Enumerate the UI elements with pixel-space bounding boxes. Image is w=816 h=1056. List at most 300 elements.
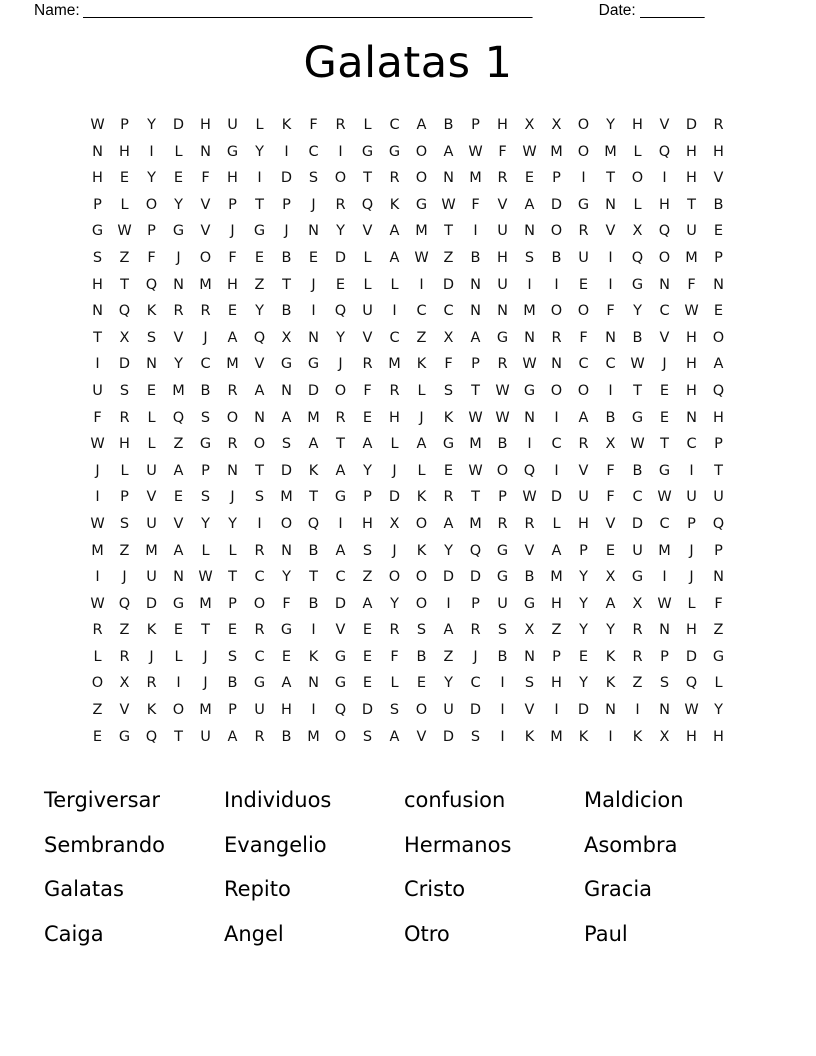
grid-letter[interactable]: S	[524, 249, 535, 266]
grid-letter[interactable]: R	[146, 675, 157, 692]
grid-letter[interactable]: I	[635, 702, 640, 719]
grid-letter[interactable]: G	[253, 675, 266, 692]
grid-letter[interactable]: O	[496, 462, 509, 479]
grid-letter[interactable]: F	[606, 462, 615, 479]
grid-letter[interactable]: B	[470, 249, 481, 266]
grid-letter[interactable]: L	[390, 436, 399, 453]
grid-letter[interactable]: H	[713, 409, 724, 426]
grid-letter[interactable]: G	[280, 622, 293, 639]
grid-letter[interactable]: X	[524, 117, 535, 133]
grid-letter[interactable]: F	[498, 143, 507, 160]
grid-letter[interactable]: T	[309, 489, 318, 506]
grid-letter[interactable]: Q	[631, 249, 644, 266]
grid-letter[interactable]: Z	[119, 622, 130, 639]
grid-letter[interactable]: N	[524, 409, 535, 426]
grid-letter[interactable]: I	[527, 436, 532, 453]
grid-letter[interactable]: J	[392, 462, 397, 479]
grid-letter[interactable]: V	[200, 223, 211, 240]
grid-letter[interactable]: H	[578, 515, 589, 532]
grid-letter[interactable]: U	[227, 117, 238, 133]
grid-letter[interactable]: B	[281, 728, 292, 745]
grid-letter[interactable]: G	[253, 223, 266, 240]
grid-letter[interactable]: M	[469, 515, 482, 532]
grid-letter[interactable]: S	[119, 382, 130, 399]
grid-letter[interactable]: V	[173, 329, 184, 346]
grid-letter[interactable]: J	[203, 648, 208, 665]
grid-letter[interactable]: I	[554, 276, 559, 293]
grid-letter[interactable]: H	[713, 728, 724, 745]
grid-letter[interactable]: T	[471, 382, 480, 399]
grid-letter[interactable]: P	[120, 489, 129, 506]
grid-letter[interactable]: D	[172, 117, 185, 133]
grid-letter[interactable]: B	[281, 249, 292, 266]
grid-letter[interactable]: N	[443, 170, 454, 187]
grid-letter[interactable]: I	[176, 675, 181, 692]
grid-letter[interactable]: G	[631, 569, 644, 586]
grid-letter[interactable]: W	[630, 436, 645, 453]
grid-letter[interactable]: W	[684, 702, 699, 719]
grid-letter[interactable]: N	[713, 276, 724, 293]
grid-letter[interactable]: T	[309, 569, 318, 586]
grid-letter[interactable]: W	[90, 515, 105, 532]
grid-letter[interactable]: R	[119, 648, 130, 665]
grid-letter[interactable]: H	[686, 356, 697, 373]
grid-letter[interactable]: W	[522, 356, 537, 373]
grid-letter[interactable]: R	[92, 622, 103, 639]
grid-letter[interactable]: R	[470, 622, 481, 639]
grid-letter[interactable]: W	[468, 409, 483, 426]
grid-letter[interactable]: D	[469, 702, 482, 719]
grid-letter[interactable]: O	[658, 249, 671, 266]
grid-letter[interactable]: E	[362, 648, 373, 665]
grid-letter[interactable]: M	[226, 356, 239, 373]
grid-letter[interactable]: B	[308, 595, 319, 612]
grid-letter[interactable]: U	[578, 249, 589, 266]
grid-letter[interactable]: L	[390, 675, 399, 692]
grid-letter[interactable]: L	[633, 196, 642, 213]
grid-letter[interactable]: O	[415, 595, 428, 612]
grid-letter[interactable]: D	[145, 595, 158, 612]
grid-letter[interactable]: D	[442, 276, 455, 293]
grid-letter[interactable]: K	[308, 462, 319, 479]
grid-letter[interactable]: I	[95, 569, 100, 586]
grid-letter[interactable]: A	[524, 196, 535, 213]
grid-letter[interactable]: A	[389, 249, 400, 266]
grid-letter[interactable]: A	[281, 675, 292, 692]
grid-letter[interactable]: Z	[632, 675, 643, 692]
grid-letter[interactable]: E	[578, 276, 589, 293]
grid-letter[interactable]: A	[308, 436, 319, 453]
grid-letter[interactable]: R	[173, 303, 184, 320]
grid-letter[interactable]: G	[496, 542, 509, 559]
grid-letter[interactable]: E	[443, 462, 454, 479]
grid-letter[interactable]: F	[282, 595, 291, 612]
grid-letter[interactable]: O	[415, 143, 428, 160]
grid-letter[interactable]: O	[550, 382, 563, 399]
grid-letter[interactable]: R	[362, 356, 373, 373]
grid-letter[interactable]: G	[91, 223, 104, 240]
grid-letter[interactable]: M	[280, 489, 293, 506]
grid-letter[interactable]: M	[199, 276, 212, 293]
grid-letter[interactable]: V	[713, 170, 724, 187]
grid-letter[interactable]: U	[92, 382, 103, 399]
grid-letter[interactable]: S	[470, 728, 481, 745]
grid-letter[interactable]: C	[578, 356, 589, 373]
grid-letter[interactable]: D	[685, 117, 698, 133]
grid-letter[interactable]: T	[336, 436, 345, 453]
grid-letter[interactable]: W	[90, 595, 105, 612]
grid-letter[interactable]: B	[308, 542, 319, 559]
grid-letter[interactable]: D	[334, 249, 347, 266]
grid-letter[interactable]: T	[660, 436, 669, 453]
word-list-item[interactable]: Otro	[404, 921, 450, 946]
grid-letter[interactable]: A	[416, 436, 427, 453]
grid-letter[interactable]: B	[497, 436, 508, 453]
grid-letter[interactable]: O	[253, 436, 266, 453]
grid-letter[interactable]: M	[307, 728, 320, 745]
grid-letter[interactable]: O	[415, 515, 428, 532]
grid-letter[interactable]: W	[630, 356, 645, 373]
grid-letter[interactable]: J	[122, 569, 127, 586]
grid-letter[interactable]: R	[335, 117, 346, 133]
grid-letter[interactable]: K	[605, 675, 616, 692]
grid-letter[interactable]: P	[147, 223, 156, 240]
grid-letter[interactable]: A	[362, 436, 373, 453]
grid-letter[interactable]: R	[578, 223, 589, 240]
grid-letter[interactable]: J	[284, 223, 289, 240]
grid-letter[interactable]: Y	[444, 542, 453, 559]
grid-letter[interactable]: U	[146, 462, 157, 479]
grid-letter[interactable]: R	[254, 542, 265, 559]
grid-letter[interactable]: I	[554, 409, 559, 426]
grid-letter[interactable]: P	[471, 356, 480, 373]
grid-letter[interactable]: W	[117, 223, 132, 240]
grid-letter[interactable]: S	[254, 489, 265, 506]
grid-letter[interactable]: K	[281, 117, 292, 133]
grid-letter[interactable]: L	[174, 648, 183, 665]
grid-letter[interactable]: S	[200, 409, 211, 426]
grid-letter[interactable]: D	[631, 515, 644, 532]
grid-letter[interactable]: S	[443, 382, 454, 399]
grid-letter[interactable]: G	[523, 595, 536, 612]
grid-letter[interactable]: J	[230, 223, 235, 240]
date-write-line[interactable]: ________	[639, 2, 704, 19]
grid-letter[interactable]: E	[92, 728, 103, 745]
grid-letter[interactable]: U	[578, 489, 589, 506]
grid-letter[interactable]: P	[471, 595, 480, 612]
grid-letter[interactable]: V	[119, 702, 130, 719]
grid-letter[interactable]: U	[362, 303, 373, 320]
grid-letter[interactable]: N	[686, 409, 697, 426]
grid-letter[interactable]: H	[497, 117, 508, 133]
grid-letter[interactable]: Z	[551, 622, 562, 639]
grid-letter[interactable]: G	[442, 436, 455, 453]
grid-letter[interactable]: I	[95, 489, 100, 506]
grid-letter[interactable]: F	[606, 303, 615, 320]
grid-letter[interactable]: R	[497, 170, 508, 187]
grid-letter[interactable]: E	[524, 170, 535, 187]
grid-letter[interactable]: S	[281, 436, 292, 453]
grid-letter[interactable]: O	[577, 117, 590, 133]
grid-letter[interactable]: X	[659, 728, 670, 745]
grid-letter[interactable]: P	[552, 648, 561, 665]
grid-letter[interactable]: C	[551, 436, 562, 453]
grid-letter[interactable]: V	[578, 462, 589, 479]
grid-letter[interactable]: L	[255, 117, 264, 133]
grid-letter[interactable]: D	[280, 462, 293, 479]
grid-letter[interactable]: A	[389, 223, 400, 240]
grid-letter[interactable]: K	[308, 648, 319, 665]
grid-letter[interactable]: Z	[173, 436, 184, 453]
grid-letter[interactable]: F	[201, 170, 210, 187]
grid-letter[interactable]: D	[442, 728, 455, 745]
grid-letter[interactable]: Z	[254, 276, 265, 293]
grid-letter[interactable]: M	[685, 249, 698, 266]
grid-letter[interactable]: H	[713, 143, 724, 160]
grid-letter[interactable]: V	[605, 223, 616, 240]
grid-letter[interactable]: P	[498, 489, 507, 506]
grid-letter[interactable]: O	[577, 303, 590, 320]
grid-letter[interactable]: P	[120, 117, 129, 133]
grid-letter[interactable]: N	[308, 223, 319, 240]
grid-letter[interactable]: F	[93, 409, 102, 426]
grid-letter[interactable]: U	[686, 223, 697, 240]
grid-letter[interactable]: M	[415, 223, 428, 240]
grid-letter[interactable]: O	[550, 303, 563, 320]
grid-letter[interactable]: L	[120, 196, 129, 213]
grid-letter[interactable]: G	[523, 382, 536, 399]
grid-letter[interactable]: Y	[579, 675, 588, 692]
grid-letter[interactable]: I	[311, 622, 316, 639]
grid-letter[interactable]: G	[226, 143, 239, 160]
word-list-item[interactable]: Asombra	[584, 832, 678, 857]
grid-letter[interactable]: D	[442, 569, 455, 586]
grid-letter[interactable]: Y	[282, 569, 291, 586]
grid-letter[interactable]: N	[173, 569, 184, 586]
grid-letter[interactable]: I	[257, 515, 262, 532]
grid-letter[interactable]: H	[686, 382, 697, 399]
grid-letter[interactable]: H	[227, 276, 238, 293]
grid-letter[interactable]: S	[524, 675, 535, 692]
grid-letter[interactable]: N	[146, 356, 157, 373]
grid-letter[interactable]: V	[659, 329, 670, 346]
grid-letter[interactable]: G	[577, 196, 590, 213]
grid-letter[interactable]: M	[550, 728, 563, 745]
grid-letter[interactable]: O	[334, 382, 347, 399]
grid-letter[interactable]: B	[443, 117, 454, 133]
grid-letter[interactable]: O	[145, 196, 158, 213]
grid-letter[interactable]: A	[443, 143, 454, 160]
grid-letter[interactable]: E	[308, 249, 319, 266]
grid-letter[interactable]: J	[149, 648, 154, 665]
grid-letter[interactable]: U	[497, 223, 508, 240]
grid-letter[interactable]: M	[91, 542, 104, 559]
grid-letter[interactable]: Z	[713, 622, 724, 639]
grid-letter[interactable]: C	[686, 436, 697, 453]
grid-letter[interactable]: V	[524, 542, 535, 559]
grid-letter[interactable]: N	[524, 648, 535, 665]
grid-letter[interactable]: V	[416, 728, 427, 745]
grid-letter[interactable]: E	[335, 276, 346, 293]
grid-letter[interactable]: I	[608, 382, 613, 399]
grid-letter[interactable]: P	[552, 170, 561, 187]
grid-letter[interactable]: F	[579, 329, 588, 346]
grid-letter[interactable]: F	[444, 356, 453, 373]
grid-letter[interactable]: J	[230, 489, 235, 506]
grid-letter[interactable]: W	[522, 489, 537, 506]
grid-letter[interactable]: G	[334, 489, 347, 506]
grid-letter[interactable]: W	[441, 196, 456, 213]
grid-letter[interactable]: D	[118, 356, 131, 373]
grid-letter[interactable]: L	[390, 276, 399, 293]
grid-letter[interactable]: E	[227, 622, 238, 639]
grid-letter[interactable]: Q	[712, 515, 725, 532]
grid-letter[interactable]: Y	[147, 117, 156, 133]
grid-letter[interactable]: U	[632, 542, 643, 559]
grid-letter[interactable]: E	[281, 648, 292, 665]
grid-letter[interactable]: B	[524, 569, 535, 586]
grid-letter[interactable]: W	[414, 249, 429, 266]
grid-letter[interactable]: F	[714, 595, 723, 612]
grid-letter[interactable]: H	[686, 143, 697, 160]
grid-letter[interactable]: I	[338, 143, 343, 160]
grid-letter[interactable]: A	[443, 622, 454, 639]
grid-letter[interactable]: H	[92, 170, 103, 187]
grid-letter[interactable]: D	[307, 382, 320, 399]
grid-letter[interactable]: K	[146, 303, 157, 320]
grid-letter[interactable]: G	[334, 648, 347, 665]
word-list-item[interactable]: Angel	[224, 921, 284, 946]
grid-letter[interactable]: I	[473, 223, 478, 240]
grid-letter[interactable]: Q	[334, 702, 347, 719]
grid-letter[interactable]: S	[416, 622, 427, 639]
grid-letter[interactable]: A	[470, 329, 481, 346]
grid-letter[interactable]: E	[362, 675, 373, 692]
grid-letter[interactable]: H	[281, 702, 292, 719]
grid-letter[interactable]: N	[659, 276, 670, 293]
grid-letter[interactable]: W	[684, 303, 699, 320]
grid-letter[interactable]: E	[605, 542, 616, 559]
grid-letter[interactable]: N	[497, 303, 508, 320]
grid-letter[interactable]: D	[577, 702, 590, 719]
grid-letter[interactable]: E	[173, 489, 184, 506]
grid-letter[interactable]: A	[578, 409, 589, 426]
grid-letter[interactable]: O	[199, 249, 212, 266]
word-list-item[interactable]: Individuos	[224, 788, 332, 812]
grid-letter[interactable]: O	[334, 170, 347, 187]
grid-letter[interactable]: P	[714, 542, 723, 559]
grid-letter[interactable]: I	[338, 515, 343, 532]
grid-letter[interactable]: R	[254, 622, 265, 639]
grid-letter[interactable]: N	[173, 276, 184, 293]
grid-letter[interactable]: N	[470, 303, 481, 320]
grid-letter[interactable]: Y	[606, 117, 615, 133]
grid-letter[interactable]: K	[524, 728, 535, 745]
grid-letter[interactable]: Q	[658, 223, 671, 240]
word-list-item[interactable]: Caiga	[44, 921, 104, 946]
grid-letter[interactable]: R	[227, 382, 238, 399]
grid-letter[interactable]: R	[200, 303, 211, 320]
grid-letter[interactable]: R	[119, 409, 130, 426]
grid-letter[interactable]: J	[203, 329, 208, 346]
grid-letter[interactable]: C	[443, 303, 454, 320]
grid-letter[interactable]: I	[311, 303, 316, 320]
grid-letter[interactable]: Y	[174, 196, 183, 213]
grid-letter[interactable]: H	[92, 276, 103, 293]
grid-letter[interactable]: Y	[606, 622, 615, 639]
grid-letter[interactable]: Z	[416, 329, 427, 346]
grid-letter[interactable]: R	[389, 170, 400, 187]
grid-letter[interactable]: K	[443, 409, 454, 426]
grid-letter[interactable]: B	[551, 249, 562, 266]
grid-letter[interactable]: K	[416, 489, 427, 506]
grid-letter[interactable]: G	[658, 462, 671, 479]
grid-letter[interactable]: T	[93, 329, 102, 346]
grid-letter[interactable]: X	[524, 622, 535, 639]
grid-letter[interactable]: O	[415, 702, 428, 719]
grid-letter[interactable]: Q	[469, 542, 482, 559]
grid-letter[interactable]: D	[334, 595, 347, 612]
grid-letter[interactable]: N	[659, 622, 670, 639]
grid-letter[interactable]: X	[632, 595, 643, 612]
grid-letter[interactable]: T	[687, 196, 696, 213]
grid-letter[interactable]: H	[686, 329, 697, 346]
name-write-line[interactable]: ________________________________________________________	[82, 2, 532, 19]
grid-letter[interactable]: Q	[361, 196, 374, 213]
grid-letter[interactable]: V	[335, 622, 346, 639]
grid-letter[interactable]: T	[255, 196, 264, 213]
grid-letter[interactable]: S	[92, 249, 103, 266]
grid-letter[interactable]: R	[524, 515, 535, 532]
grid-letter[interactable]: C	[254, 648, 265, 665]
grid-letter[interactable]: L	[147, 409, 156, 426]
grid-letter[interactable]: P	[579, 542, 588, 559]
grid-letter[interactable]: F	[687, 276, 696, 293]
grid-letter[interactable]: N	[524, 329, 535, 346]
word-list-item[interactable]: Paul	[584, 921, 628, 946]
grid-letter[interactable]: I	[311, 702, 316, 719]
grid-letter[interactable]: S	[146, 329, 157, 346]
grid-letter[interactable]: C	[389, 329, 400, 346]
grid-letter[interactable]: A	[281, 409, 292, 426]
grid-letter[interactable]: O	[415, 569, 428, 586]
word-list-item[interactable]: confusion	[404, 788, 506, 812]
grid-letter[interactable]: A	[362, 595, 373, 612]
grid-letter[interactable]: T	[633, 382, 642, 399]
grid-letter[interactable]: M	[145, 542, 158, 559]
grid-letter[interactable]: Q	[172, 409, 185, 426]
grid-letter[interactable]: P	[93, 196, 102, 213]
grid-letter[interactable]: R	[713, 117, 724, 133]
word-list-item[interactable]: Hermanos	[404, 832, 512, 857]
grid-letter[interactable]: D	[685, 648, 698, 665]
grid-letter[interactable]: K	[146, 702, 157, 719]
grid-letter[interactable]: C	[659, 303, 670, 320]
grid-letter[interactable]: C	[605, 356, 616, 373]
grid-letter[interactable]: F	[309, 117, 318, 133]
grid-letter[interactable]: B	[200, 382, 211, 399]
grid-letter[interactable]: Y	[579, 595, 588, 612]
grid-letter[interactable]: Y	[147, 170, 156, 187]
grid-letter[interactable]: M	[523, 303, 536, 320]
grid-letter[interactable]: D	[280, 170, 293, 187]
grid-letter[interactable]: R	[497, 515, 508, 532]
grid-letter[interactable]: G	[280, 356, 293, 373]
grid-letter[interactable]: R	[335, 196, 346, 213]
grid-letter[interactable]: E	[659, 382, 670, 399]
grid-letter[interactable]: Y	[633, 303, 642, 320]
grid-letter[interactable]: U	[146, 515, 157, 532]
